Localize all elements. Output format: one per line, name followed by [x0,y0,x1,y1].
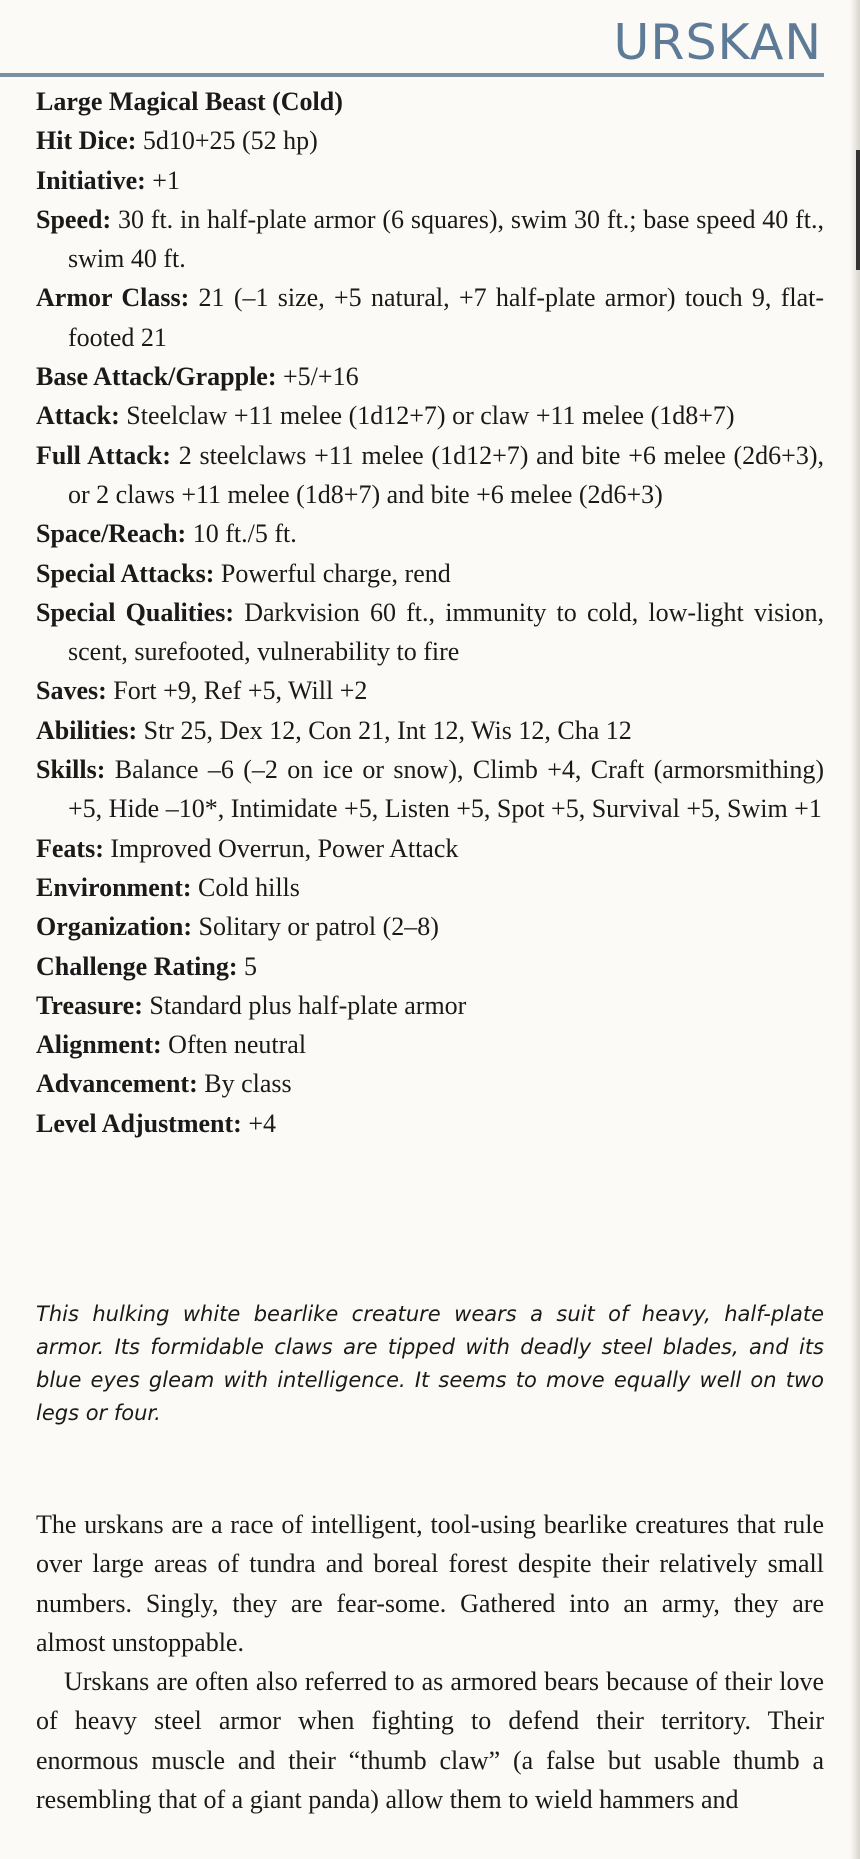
stat-label: Full Attack [36,440,163,470]
stat-label: Base Attack/Grapple [36,362,268,392]
stat-line-armor-class: Armor Class: 21 (–1 size, +5 natural, +7 half-plate armor) touch 9, flat-footed 21 [36,283,824,352]
stat-line-environment: Environment: Cold hills [36,872,300,902]
stat-value: 21 (–1 size, +5 natural, +7 half-plate armor) touch 9, flat-footed 21 [68,283,824,352]
stat-label: Special Qualities [36,597,226,627]
stat-value: Often neutral [168,1030,307,1060]
stat-value: 10 ft./5 ft. [192,519,297,549]
stat-value: +4 [248,1108,277,1138]
stat-line-saves: Saves: Fort +9, Ref +5, Will +2 [36,676,368,706]
stat-value: Standard plus half-plate armor [149,990,467,1020]
stat-label: Organization [36,912,184,942]
stat-label: Armor Class [36,283,181,313]
stat-label: Speed [36,204,103,234]
stat-label: Challenge Rating [36,951,229,981]
creature-type: Large Magical Beast (Cold) [36,87,343,116]
stat-label: Hit Dice [36,126,128,156]
page-edge-mark [856,150,860,270]
stat-block [36,82,824,1143]
stat-line-speed: Speed: 30 ft. in half-plate armor (6 squares), swim 30 ft.; base speed 40 ft., swim 40 ft. [36,204,825,274]
stat-value: Darkvision 60 ft., immunity to cold, low-light vision, scent, surefooted, vulnerability to fire [68,597,825,667]
stat-line-special-qualities: Special Qualities: Darkvision 60 ft., immunity to cold, low-light vision, scent, surefooted, vulnerability to fire [36,597,825,667]
page-title: URSKAN [613,14,822,71]
stat-label: Space/Reach [36,519,178,549]
page-edge-shadow [850,0,860,1859]
stat-value: Solitary or patrol (2–8) [198,912,439,942]
stat-line-initiative: Initiative: +1 [36,165,180,195]
stat-label: Special Attacks [36,558,206,588]
description-paragraph: The urskans are a race of intelligent, tool-using bearlike creatures that rule over large areas of tundra and boreal forest despite their relatively small numbers. Singly, they are fear-some. Gathered into an army, they are almost unstoppable. [36,1510,824,1657]
description-paragraph: Urskans are often also referred to as armored bears because of their love of heavy steel armor when fighting to defend their territory. Their enormous muscle and their “thumb claw” (a false but usable thumb a resembling that of a giant panda) allow them to wield hammers and [36,1667,824,1815]
stat-line-skills: Skills: Balance –6 (–2 on ice or snow), Climb +4, Craft (armorsmithing) +5, Hide –10*, Intimidate +5, Listen +5, Spot +5, Survival +5, Swim +1 [36,755,825,824]
stat-line-alignment: Alignment: Often neutral [36,1030,307,1060]
stat-value: 2 steelclaws +11 melee (1d12+7) and bite +6 melee (2d6+3), or 2 claws +11 melee (1d8+7) and bite +6 melee (2d6+3) [68,440,825,509]
stat-value: By class [204,1069,292,1099]
stat-label: Level Adjustment [36,1108,234,1138]
stat-line-attack: Attack: Steelclaw +11 melee (1d12+7) or claw +11 melee (1d8+7) [36,401,735,431]
title-rule [0,73,824,77]
stat-line-special-attacks: Special Attacks: Powerful charge, rend [36,558,451,588]
stat-line-type [36,82,824,121]
stat-value: 5 [244,951,258,981]
stat-value: Balance –6 (–2 on ice or snow), Climb +4, Craft (armorsmithing) +5, Hide –10*, Intimidate +5, Listen +5, Spot +5, Survival +5, Swim +1 [68,755,825,824]
stat-label: Attack [36,401,112,431]
stat-line-hit-dice: Hit Dice: 5d10+25 (52 hp) [36,126,318,156]
stat-label: Alignment [36,1030,153,1060]
stat-label: Feats [36,833,96,863]
stat-line-treasure: Treasure: Standard plus half-plate armor [36,990,467,1020]
stat-line-challenge-rating: Challenge Rating: 5 [36,951,258,981]
stat-label: Skills [36,755,97,785]
stat-line-level-adjustment: Level Adjustment: +4 [36,1108,277,1138]
stat-label: Advancement [36,1069,190,1099]
flavor-text: This hulking white bearlike creature wears a suit of heavy, half-plate armor. Its formidable claws are tipped with deadly steel blades, and its blue eyes gleam with intelligence. It seems to move equally well on two legs or four. [36,1302,824,1425]
stat-value: +5/+16 [283,362,359,392]
stat-value: +1 [152,165,180,195]
stat-value: Improved Overrun, Power Attack [110,833,459,863]
stat-value: 30 ft. in half-plate armor (6 squares), swim 30 ft.; base speed 40 ft., swim 40 ft. [68,204,825,274]
stat-value: 5d10+25 (52 hp) [142,126,318,156]
stat-label: Saves [36,676,99,706]
stat-line-organization: Organization: Solitary or patrol (2–8) [36,912,439,942]
stat-value: Steelclaw +11 melee (1d12+7) or claw +11 melee (1d8+7) [126,401,735,431]
stat-line-advancement: Advancement: By class [36,1069,292,1099]
description [36,1505,824,1819]
stat-label: Initiative [36,165,138,195]
stat-label: Abilities [36,715,129,745]
stat-label: Treasure [36,990,135,1020]
stat-label: Environment [36,872,183,902]
stat-value: Str 25, Dex 12, Con 21, Int 12, Wis 12, Cha 12 [143,715,632,745]
stat-value: Cold hills [198,872,300,902]
stat-value: Powerful charge, rend [220,558,451,588]
stat-line-space-reach: Space/Reach: 10 ft./5 ft. [36,519,297,549]
stat-line-abilities: Abilities: Str 25, Dex 12, Con 21, Int 12, Wis 12, Cha 12 [36,715,632,745]
stat-line-base-attack: Base Attack/Grapple: +5/+16 [36,362,359,392]
stat-line-feats: Feats: Improved Overrun, Power Attack [36,833,459,863]
stat-line-full-attack: Full Attack: 2 steelclaws +11 melee (1d12+7) and bite +6 melee (2d6+3), or 2 claws +11 melee (1d8+7) and bite +6 melee (2d6+3) [36,440,825,509]
stat-value: Fort +9, Ref +5, Will +2 [113,676,368,706]
